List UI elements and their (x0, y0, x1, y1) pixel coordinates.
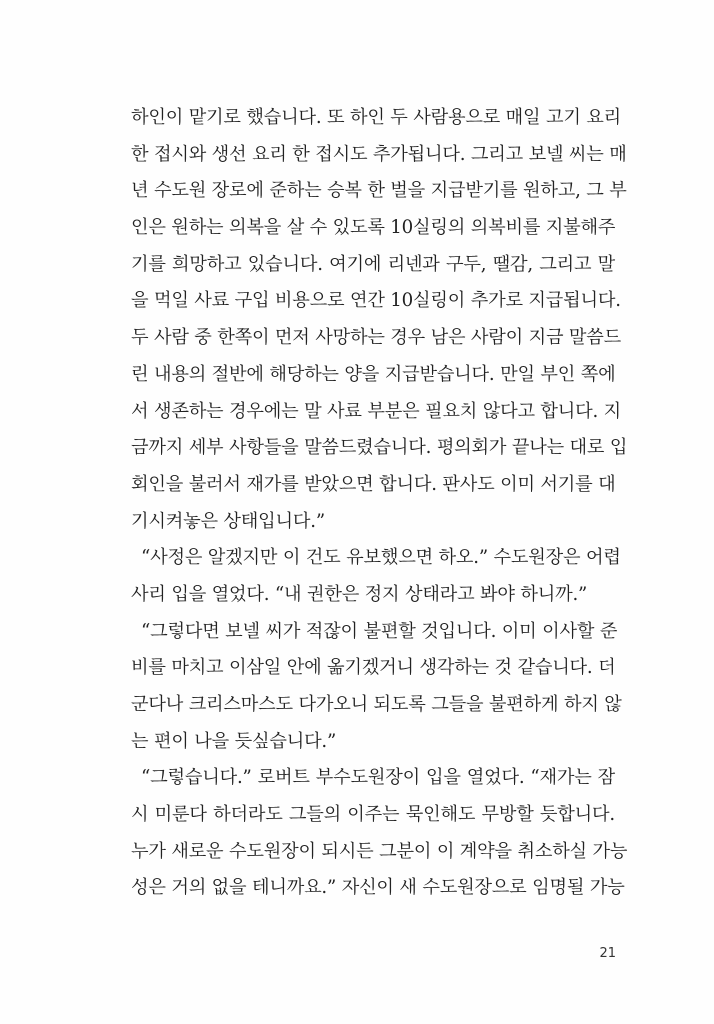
text-line: 회인을 불러서 재가를 받았으면 합니다. 판사도 이미 서기를 대 (131, 473, 616, 495)
text-line: 인은 원하는 의복을 살 수 있도록 10실링의 의복비를 지불해주 (131, 217, 616, 239)
page-number: 21 (599, 946, 616, 961)
text-line: 하인이 맡기로 했습니다. 또 하인 두 사람용으로 매일 고기 요리 (131, 107, 622, 128)
body-text (131, 100, 628, 907)
text-line: 기시켜놓은 상태입니다.” (131, 510, 325, 532)
text-line: 사리 입을 열었다. “내 권한은 정지 상태라고 봐야 하니까.” (131, 583, 588, 605)
text-line: 성은 거의 없을 테니까요.” 자신이 새 수도원장으로 임명될 가능 (131, 877, 625, 899)
text-line: 을 먹일 사료 구입 비용으로 연간 10실링이 추가로 지급됩니다. (131, 290, 621, 312)
text-line: 서 생존하는 경우에는 말 사료 부분은 필요치 않다고 합니다. 지 (131, 400, 622, 422)
text-line: “그렇다면 보넬 씨가 적잖이 불편할 것입니다. 이미 이사할 준 (141, 620, 618, 642)
text-line: 기를 희망하고 있습니다. 여기에 리넨과 구두, 땔감, 그리고 말 (131, 253, 615, 275)
text-line: 시 미룬다 하더라도 그들의 이주는 묵인해도 무방할 듯합니다. (131, 804, 615, 826)
text-line: 린 내용의 절반에 해당하는 양을 지급받습니다. 만일 부인 쪽에 (131, 363, 616, 385)
text-line: 년 수도원 장로에 준하는 승복 한 벌을 지급받기를 원하고, 그 부 (131, 180, 627, 202)
text-line: 누가 새로운 수도원장이 되시든 그분이 이 계약을 취소하실 가능 (131, 840, 628, 862)
text-line: 비를 마치고 이삼일 안에 옮기겠거니 생각하는 것 같습니다. 더 (131, 657, 616, 679)
text-line: 한 접시와 생선 요리 한 접시도 추가됩니다. 그리고 보넬 씨는 매 (131, 143, 627, 165)
text-line: “사정은 알겠지만 이 건도 유보했으면 하오.” 수도원장은 어렵 (141, 547, 621, 569)
text-line: 는 편이 나을 듯싶습니다.” (131, 730, 337, 752)
text-line: “그렇습니다.” 로버트 부수도원장이 입을 열었다. “재가는 잠 (141, 767, 615, 789)
text-line: 금까지 세부 사항들을 말씀드렸습니다. 평의회가 끝나는 대로 입 (131, 437, 628, 459)
text-line: 군다나 크리스마스도 다가오니 되도록 그들을 불편하게 하지 않 (131, 694, 622, 715)
text-line: 두 사람 중 한쪽이 먼저 사망하는 경우 남은 사람이 지금 말씀드 (131, 327, 622, 349)
